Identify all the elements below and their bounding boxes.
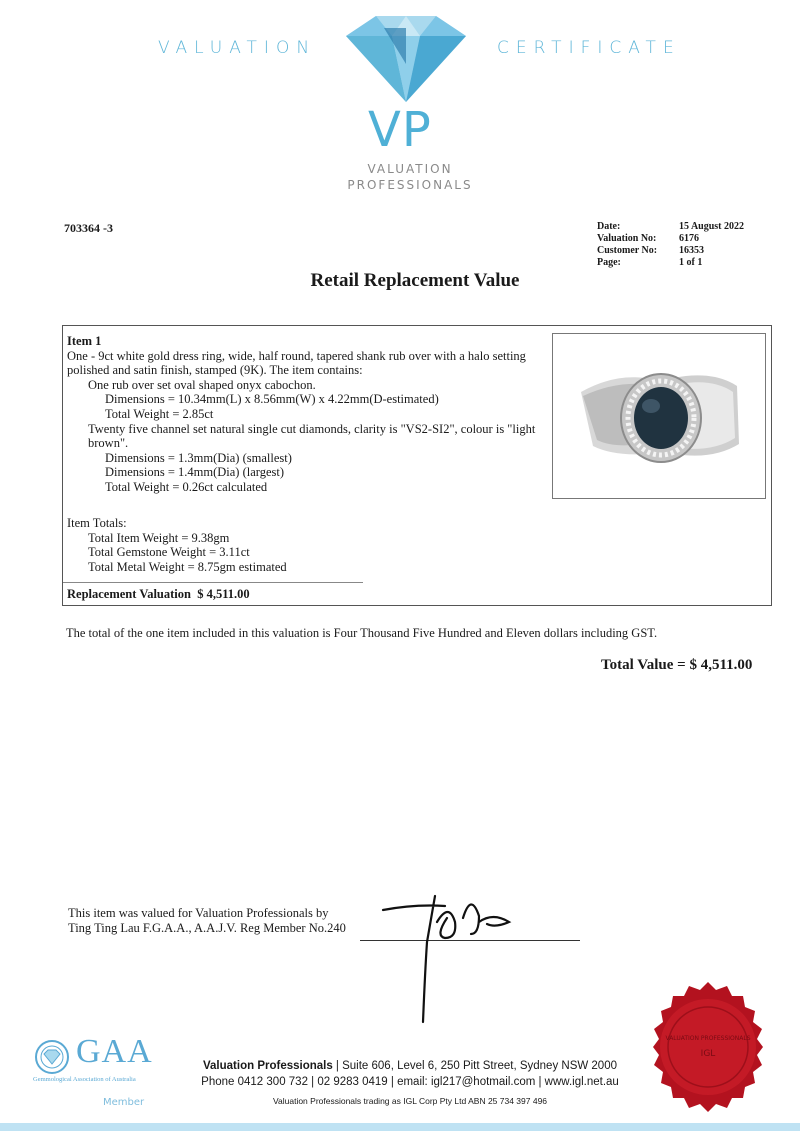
footer-legal: Valuation Professionals trading as IGL Corp Pty Ltd ABN 25 734 397 496 xyxy=(272,1096,548,1106)
seal-icon xyxy=(641,980,775,1114)
header-word-certificate: CERTIFICATE xyxy=(497,38,681,58)
total-value: Total Value = $ 4,511.00 xyxy=(601,657,753,673)
meta-row-page xyxy=(597,257,744,269)
item-totals xyxy=(67,516,287,574)
diamond-icon xyxy=(336,14,476,104)
replacement-label: Replacement Valuation xyxy=(67,587,191,601)
meta-row-date xyxy=(597,221,744,233)
header-word-valuation: VALUATION xyxy=(158,38,317,58)
logo-line-professionals: PROFESSIONALS xyxy=(347,178,473,192)
totals-heading: Item Totals: xyxy=(67,516,127,530)
meta-label: Valuation No: xyxy=(597,233,657,244)
item-description xyxy=(67,334,567,495)
meta-label: Customer No: xyxy=(597,245,658,256)
replacement-valuation xyxy=(67,587,250,602)
meta-row-valuation-no xyxy=(597,233,744,245)
footer-contact: Phone 0412 300 732 | 02 9283 0419 | email: igl217@hotmail.com | www.igl.net.au xyxy=(201,1076,619,1088)
item-heading: Item 1 xyxy=(67,334,102,348)
meta-value: 16353 xyxy=(679,245,704,256)
signature-icon xyxy=(375,882,525,1032)
logo-line-valuation: VALUATION xyxy=(367,162,453,176)
meta-label: Page: xyxy=(597,257,621,268)
item-line: One - 9ct white gold dress ring, wide, half round, tapered shank rub over with a halo setting xyxy=(67,348,526,363)
footer-address: | Suite 606, Level 6, 250 Pitt Street, Sydney NSW 2000 xyxy=(332,1060,617,1072)
total-sentence: The total of the one item included in this valuation is Four Thousand Five Hundred and Eleven dollars including GST. xyxy=(66,626,658,640)
totals-line: Total Gemstone Weight = 3.11ct xyxy=(88,545,250,560)
document-meta xyxy=(597,221,744,269)
totals-line: Total Item Weight = 9.38gm xyxy=(88,530,230,545)
ring-image xyxy=(553,334,765,498)
meta-value: 6176 xyxy=(679,233,699,244)
item-line: Twenty five channel set natural single cut diamonds, clarity is "VS2-SI2", colour is "light brown". xyxy=(88,421,536,451)
item-line: Dimensions = 1.4mm(Dia) (largest) xyxy=(105,465,285,480)
signoff-line2: Ting Ting Lau F.G.A.A., A.A.J.V. Reg Member No.240 xyxy=(68,921,346,935)
item-line: Total Weight = 0.26ct calculated xyxy=(105,479,268,494)
meta-value: 1 of 1 xyxy=(679,257,703,268)
item-section xyxy=(62,325,772,606)
item-line: Total Weight = 2.85ct xyxy=(105,406,214,421)
vp-logo-mark: VP xyxy=(368,102,432,158)
replacement-value: $ 4,511.00 xyxy=(197,587,250,601)
document-title: Retail Replacement Value xyxy=(310,270,520,291)
item-line: One rub over set oval shaped onyx cabochon. xyxy=(88,377,316,392)
signoff xyxy=(68,906,346,936)
item-line: polished and satin finish, stamped (9K). The item contains: xyxy=(67,363,363,378)
divider xyxy=(63,582,363,583)
footer-address-line xyxy=(0,1060,800,1072)
meta-value: 15 August 2022 xyxy=(679,221,745,232)
ring-photo xyxy=(552,333,766,499)
signoff-line1: This item was valued for Valuation Professionals by xyxy=(68,906,329,920)
seal-text-mid: IGL xyxy=(700,1049,716,1059)
seal-text-top: VALUATION PROFESSIONALS xyxy=(665,1035,751,1042)
item-line: Dimensions = 10.34mm(L) x 8.56mm(W) x 4.22mm(D-estimated) xyxy=(105,392,439,407)
gaa-subtitle: Gemmological Association of Australia xyxy=(33,1076,136,1083)
item-line: Dimensions = 1.3mm(Dia) (smallest) xyxy=(105,450,292,465)
reference-number: 703364 -3 xyxy=(64,221,113,235)
footer-band xyxy=(0,1123,800,1131)
meta-row-customer-no xyxy=(597,245,744,257)
totals-line: Total Metal Weight = 8.75gm estimated xyxy=(88,559,287,574)
meta-label: Date: xyxy=(597,221,621,232)
footer-company: Valuation Professionals xyxy=(203,1060,333,1072)
gaa-logo-text: GAA xyxy=(76,1033,153,1070)
gaa-member-label: Member xyxy=(103,1097,145,1108)
